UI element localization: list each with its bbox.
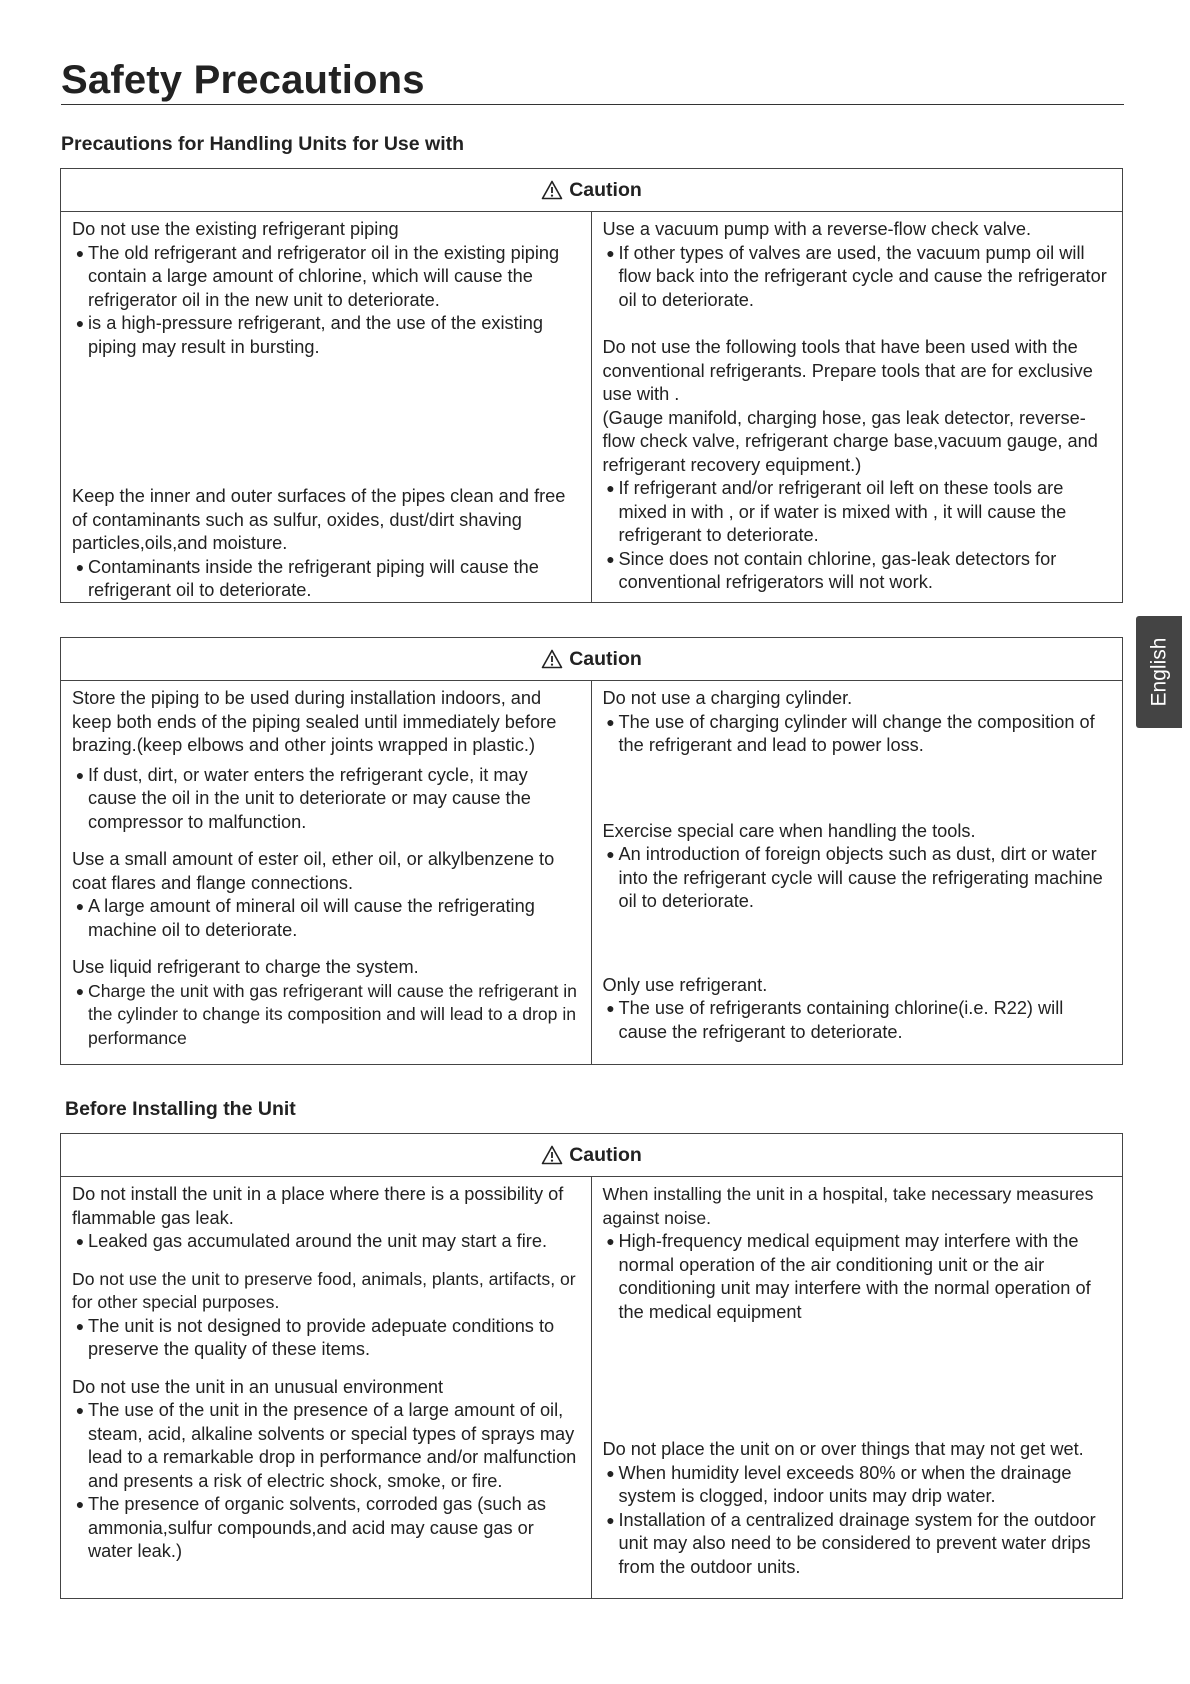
right-column [592, 212, 1123, 603]
bullet-text: The use of the unit in the presence of a large amount of oil, steam, acid, alkaline solvents or special types of sprays may lead to a remarkable drop in performance and/or malfunction and presents a risk of electric shock, smoke, or fire. [88, 1400, 577, 1491]
bullet-text: The use of charging cylinder will change the composition of the refrigerant and lead to power loss. [618, 711, 1095, 755]
left-column [61, 1177, 592, 1599]
bullet-item: ● Since does not contain chlorine, gas-leak detectors for conventional refrigerators will not work. [603, 548, 1113, 595]
bullet-item: ● Charge the unit with gas refrigerant will cause the refrigerant in the cylinder to change its composition and will lead to a drop in performance [72, 980, 581, 1051]
bullet-text: If refrigerant and/or refrigerant oil left on these tools are mixed in with , or if water is mixed with , it will cause the refrigerant to deteriorate. [618, 478, 1067, 545]
bullet-text: The old refrigerant and refrigerator oil in the existing piping contain a large amount of chlorine, which will cause the refrigerator oil in the new unit to deteriorate. [88, 242, 560, 310]
bullet-text: An introduction of foreign objects such as dust, dirt or water into the refrigerant cycle will cause the refrigerating machine oil to deteriorate. [618, 844, 1103, 911]
bullet-text: If dust, dirt, or water enters the refrigerant cycle, it may cause the oil in the unit to deteriorate or may cause the compressor to malfunction. [88, 764, 531, 832]
bullet-item: ● If dust, dirt, or water enters the refrigerant cycle, it may cause the oil in the unit to deteriorate or may cause the compressor to malfunction. [72, 764, 581, 835]
caution-label: Caution [569, 178, 642, 201]
caution-header [61, 638, 1122, 681]
precaution-heading: Only use refrigerant. [602, 974, 768, 995]
caution-body [61, 681, 1122, 1065]
language-tab [1136, 616, 1182, 728]
bullet-text: The unit is not designed to provide adepuate conditions to preserve the quality of these items. [88, 1315, 555, 1359]
bullet-item: ● The use of the unit in the presence of a large amount of oil, steam, acid, alkaline solvents or special types of sprays may lead to a remarkable drop in performance and/or malfunction and presents a risk of electric shock, smoke, or fire. [72, 1399, 581, 1493]
caution-table-1 [60, 168, 1123, 603]
bullet-item: ● The old refrigerant and refrigerator oil in the existing piping contain a large amount of chlorine, which will cause the refrigerator oil in the new unit to deteriorate. [72, 242, 581, 313]
bullet-text: A large amount of mineral oil will cause the refrigerating machine oil to deteriorate. [88, 896, 535, 940]
section-title-installing: Before Installing the Unit [65, 1098, 296, 1120]
bullet-text: is a high-pressure refrigerant, and the use of the existing piping may result in bursting. [88, 313, 543, 357]
left-column [61, 212, 592, 603]
bullet-item: ● The use of refrigerants containing chlorine(i.e. R22) will cause the refrigerant to deteriorate. [603, 997, 1113, 1044]
caution-label: Caution [569, 1143, 642, 1166]
bullet-text: The presence of organic solvents, corroded gas (such as ammonia,sulfur compounds,and acid may cause gas or water leak.) [88, 1494, 546, 1561]
precaution-heading: Do not use the unit in an unusual environment [72, 1376, 444, 1397]
precaution-heading: Keep the inner and outer surfaces of the pipes clean and free of contaminants such as sulfur, oxides, dust/dirt shaving particles,oils,and moisture. [72, 486, 566, 553]
bullet-item: ● The use of charging cylinder will change the composition of the refrigerant and lead to power loss. [603, 711, 1113, 758]
bullet-item: ● The presence of organic solvents, corroded gas (such as ammonia,sulfur compounds,and acid may cause gas or water leak.) [72, 1493, 581, 1564]
bullet-item: ● If other types of valves are used, the vacuum pump oil will flow back into the refrigerant cycle and cause the refrigerator oil to deteriorate. [603, 242, 1113, 313]
caution-body [61, 212, 1122, 603]
caution-header [61, 169, 1122, 212]
bullet-item: ● An introduction of foreign objects such as dust, dirt or water into the refrigerant cycle will cause the refrigerating machine oil to deteriorate. [603, 843, 1113, 914]
left-column [61, 681, 592, 1065]
precaution-heading: Use a vacuum pump with a reverse-flow check valve. [602, 219, 1032, 239]
bullet-text: Since does not contain chlorine, gas-leak detectors for conventional refrigerators will not work. [618, 548, 1057, 592]
caution-label: Caution [569, 647, 642, 670]
warning-triangle-icon [541, 649, 563, 669]
right-column [592, 1177, 1123, 1599]
section-title-handling: Precautions for Handling Units for Use with [61, 133, 465, 155]
bullet-item: ● If refrigerant and/or refrigerant oil left on these tools are mixed in with , or if water is mixed with , it will cause the refrigerant to deteriorate. [603, 477, 1113, 548]
precaution-heading: Store the piping to be used during installation indoors, and keep both ends of the piping sealed until immediately before brazing.(keep elbows and other joints wrapped in plastic.) [72, 688, 557, 755]
bullet-text: Contaminants inside the refrigerant piping will cause the refrigerant oil to deteriorate. [88, 556, 539, 600]
precaution-heading: Do not place the unit on or over things that may not get wet. [602, 1439, 1084, 1459]
caution-table-2 [60, 637, 1123, 1065]
precaution-heading: Use a small amount of ester oil, ether oil, or alkylbenzene to coat flares and flange connections. [72, 849, 555, 893]
bullet-text: Installation of a centralized drainage system for the outdoor unit may also need to be considered to prevent water drips from the outdoor units. [618, 1509, 1096, 1577]
bullet-text: Charge the unit with gas refrigerant will cause the refrigerant in the cylinder to change its composition and will lead to a drop in performance [88, 980, 577, 1048]
precaution-heading: Do not install the unit in a place where there is a possibility of flammable gas leak. [72, 1184, 564, 1228]
bullet-item: ● High-frequency medical equipment may interfere with the normal operation of the air conditioning unit or the air conditioning unit may interfere with the normal operation of the medical equipment [603, 1230, 1113, 1324]
precaution-heading: Do not use the unit to preserve food, animals, plants, artifacts, or for other special purposes. [72, 1268, 576, 1312]
page-title: Safety Precautions [61, 58, 425, 102]
title-divider [61, 104, 1124, 105]
caution-header [61, 1134, 1122, 1177]
bullet-text: High-frequency medical equipment may interfere with the normal operation of the air conditioning unit or the air conditioning unit may interfere with the normal operation of the medical equipment [618, 1231, 1091, 1322]
tool-list-text: (Gauge manifold, charging hose, gas leak detector, reverse-flow check valve, refrigerant charge base,vacuum gauge, and refrigerant recovery equipment.) [602, 407, 1098, 475]
bullet-item: ● Contaminants inside the refrigerant piping will cause the refrigerant oil to deteriorate. [72, 556, 581, 603]
bullet-item: ● When humidity level exceeds 80% or when the drainage system is clogged, indoor units may drip water. [603, 1462, 1113, 1509]
warning-triangle-icon [541, 1145, 563, 1165]
precaution-heading: Do not use the following tools that have been used with the conventional refrigerants. Prepare tools that are for exclusive use with . [602, 337, 1093, 404]
bullet-item: ● is a high-pressure refrigerant, and the use of the existing piping may result in bursting. [72, 312, 581, 359]
precaution-heading: Use liquid refrigerant to charge the system. [72, 957, 419, 977]
bullet-item: ● Installation of a centralized drainage system for the outdoor unit may also need to be considered to prevent water drips from the outdoor units. [603, 1509, 1113, 1580]
precaution-heading: When installing the unit in a hospital, take necessary measures against noise. [602, 1184, 1094, 1228]
bullet-item: ● Leaked gas accumulated around the unit may start a fire. [72, 1230, 581, 1254]
precaution-heading: Do not use the existing refrigerant piping [72, 219, 399, 239]
language-tab-label: English [1147, 637, 1171, 707]
right-column [592, 681, 1123, 1065]
precaution-heading: Exercise special care when handling the tools. [602, 820, 976, 841]
bullet-item: ● The unit is not designed to provide adepuate conditions to preserve the quality of these items. [72, 1315, 581, 1362]
bullet-text: Leaked gas accumulated around the unit may start a fire. [88, 1231, 547, 1251]
bullet-text: The use of refrigerants containing chlorine(i.e. R22) will cause the refrigerant to deteriorate. [618, 998, 1064, 1042]
warning-triangle-icon [541, 180, 563, 200]
bullet-text: When humidity level exceeds 80% or when the drainage system is clogged, indoor units may drip water. [618, 1462, 1072, 1506]
bullet-text: If other types of valves are used, the vacuum pump oil will flow back into the refrigerant cycle and cause the refrigerator oil to deteriorate. [618, 242, 1107, 310]
caution-table-3 [60, 1133, 1123, 1599]
precaution-heading: Do not use a charging cylinder. [602, 688, 853, 708]
caution-body [61, 1177, 1122, 1599]
bullet-item: ● A large amount of mineral oil will cause the refrigerating machine oil to deteriorate. [72, 895, 581, 942]
